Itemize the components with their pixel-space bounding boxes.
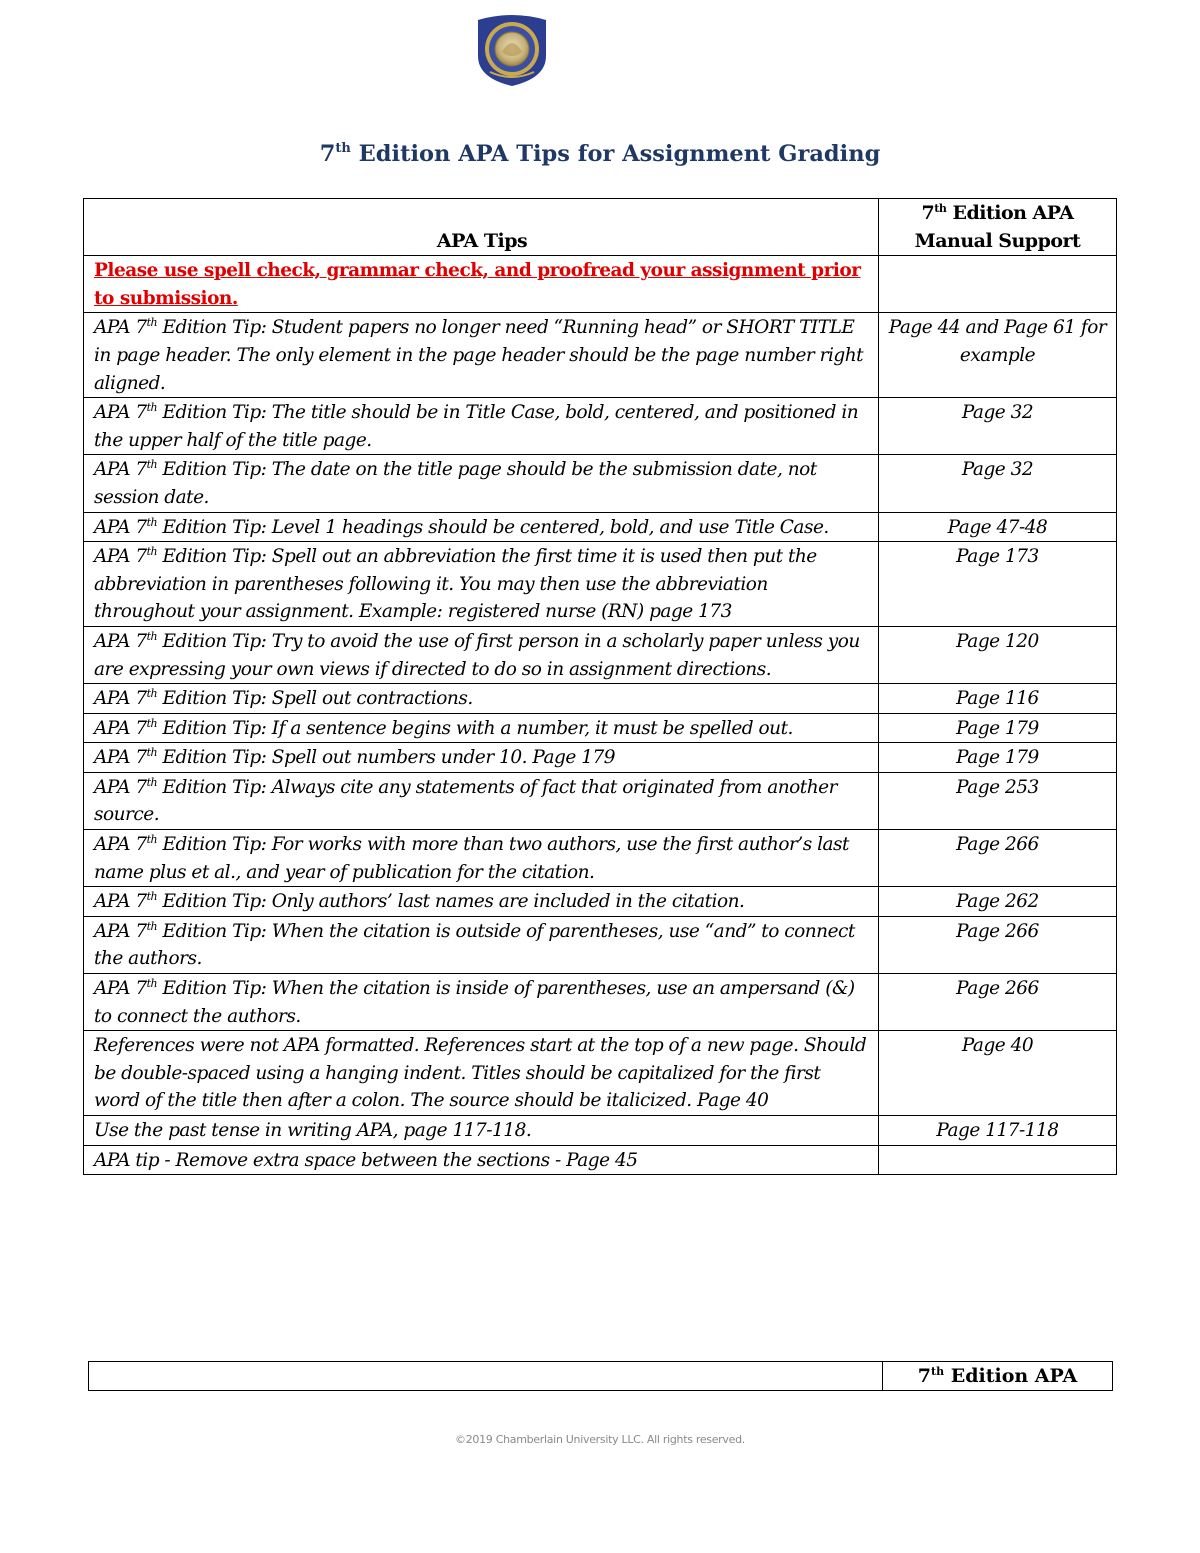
- tip-prefix: APA 7: [94, 516, 147, 538]
- tip-cell: [84, 830, 879, 887]
- page-cell: Page 44 and Page 61 for example: [879, 313, 1117, 398]
- warning-cell: [84, 256, 879, 313]
- tip-row: [84, 887, 1117, 917]
- page-cell: [879, 1145, 1117, 1175]
- page-cell: Page 253: [879, 772, 1117, 829]
- tip-text: When the citation is inside of parentheses, use an ampersand (&) to connect the authors.: [94, 978, 855, 1027]
- tip-label: Edition Tip:: [157, 459, 272, 481]
- tip-row: [84, 743, 1117, 773]
- second-header-row: [89, 1362, 1113, 1391]
- tip-cell: [84, 684, 879, 714]
- tip-text: Try to avoid the use of first person in a scholarly paper unless you are expressing your own views if directed to do so in assignment directions.: [94, 630, 860, 680]
- tip-cell: [84, 626, 879, 683]
- tip-label: Edition Tip:: [157, 546, 272, 568]
- tip-prefix: APA 7: [94, 920, 147, 942]
- tip-text: Only authors’ last names are included in the citation.: [271, 891, 745, 913]
- tip-text: Spell out an abbreviation the first time it is used then put the abbreviation in parentheses following it. You may then use the abbreviation throughout your assignment. Example: registered nurse (RN) page 173: [94, 546, 817, 623]
- tip-cell: APA tip - Remove extra space between the sections - Page 45: [84, 1145, 879, 1175]
- spacing-row: [84, 1145, 1117, 1175]
- warning-text: Please use spell check, grammar check, and proofread your assignment prior to submission.: [94, 260, 861, 309]
- tip-text: Level 1 headings should be centered, bold, and use Title Case.: [271, 516, 829, 538]
- page-cell: Page 262: [879, 887, 1117, 917]
- tip-text: Always cite any statements of fact that originated from another source.: [94, 776, 837, 826]
- tip-label: Edition Tip:: [157, 834, 272, 856]
- tip-cell: [84, 455, 879, 512]
- past-tense-row: [84, 1116, 1117, 1146]
- tip-sup: th: [146, 545, 158, 559]
- tip-cell: [84, 713, 879, 743]
- tip-prefix: APA 7: [94, 688, 147, 710]
- tip-cell: [84, 916, 879, 973]
- tip-sup: th: [146, 890, 158, 904]
- tip-row: [84, 974, 1117, 1031]
- tip-text: When the citation is outside of parentheses, use “and” to connect the authors.: [94, 920, 855, 970]
- page-cell: Page 32: [879, 455, 1117, 512]
- tip-row: [84, 626, 1117, 683]
- tip-prefix: APA 7: [94, 717, 147, 739]
- tip-text: The title should be in Title Case, bold, centered, and positioned in the upper half of the title page.: [94, 402, 859, 451]
- tip-sup: th: [146, 458, 158, 472]
- tip-cell: [84, 887, 879, 917]
- page-cell: Page 116: [879, 684, 1117, 714]
- tip-label: Edition Tip:: [157, 402, 272, 424]
- tip-row: [84, 772, 1117, 829]
- tip-sup: th: [146, 833, 158, 847]
- tip-row: [84, 830, 1117, 887]
- tip-cell: [84, 772, 879, 829]
- warning-page-cell: [879, 256, 1117, 313]
- tip-prefix: APA 7: [94, 402, 147, 424]
- tip-prefix: APA 7: [94, 630, 147, 652]
- tip-label: Edition Tip:: [157, 891, 272, 913]
- tip-prefix: APA 7: [94, 317, 147, 339]
- tip-sup: th: [146, 687, 158, 701]
- tip-sup: th: [146, 977, 158, 991]
- tip-label: Edition Tip:: [157, 317, 272, 339]
- tip-row: [84, 398, 1117, 455]
- tip-sup: th: [146, 316, 158, 330]
- page-cell: Page 173: [879, 542, 1117, 627]
- tip-label: Edition Tip:: [157, 630, 272, 652]
- tip-text: For works with more than two authors, use the first author’s last name plus et al., and year of publication for the citation.: [94, 834, 849, 883]
- tip-label: Edition Tip:: [157, 516, 272, 538]
- tip-prefix: APA 7: [94, 546, 147, 568]
- tip-sup: th: [146, 716, 158, 730]
- tip-row: [84, 313, 1117, 398]
- header-apa-tips: APA Tips: [84, 199, 879, 256]
- tip-row: [84, 684, 1117, 714]
- tip-cell: [84, 398, 879, 455]
- tip-prefix: APA 7: [94, 459, 147, 481]
- tip-sup: th: [146, 515, 158, 529]
- tip-label: Edition Tip:: [157, 747, 272, 769]
- document-title: 7th Edition APA Tips for Assignment Grading: [319, 141, 881, 167]
- tip-row: [84, 542, 1117, 627]
- tip-label: Edition Tip:: [157, 978, 272, 1000]
- tip-cell: [84, 743, 879, 773]
- references-row: [84, 1031, 1117, 1116]
- apa-tips-table: [83, 198, 1117, 1175]
- tip-text: Spell out numbers under 10. Page 179: [271, 747, 615, 769]
- tip-text: The date on the title page should be the submission date, not session date.: [94, 459, 817, 508]
- tip-label: Edition Tip:: [157, 717, 272, 739]
- page-cell: Page 117-118: [879, 1116, 1117, 1146]
- tip-row: [84, 713, 1117, 743]
- second-table: [88, 1361, 1113, 1391]
- tip-label: Edition Tip:: [157, 688, 272, 710]
- page-cell: Page 120: [879, 626, 1117, 683]
- tip-prefix: APA 7: [94, 747, 147, 769]
- page-cell: Page 179: [879, 743, 1117, 773]
- tip-prefix: APA 7: [94, 891, 147, 913]
- page-cell: Page 266: [879, 974, 1117, 1031]
- page-cell: Page 266: [879, 830, 1117, 887]
- tip-text: If a sentence begins with a number, it must be spelled out.: [271, 717, 793, 739]
- tip-sup: th: [146, 746, 158, 760]
- page-cell: Page 179: [879, 713, 1117, 743]
- copyright-footer: ©2019 Chamberlain University LLC. All rights reserved.: [455, 1433, 745, 1446]
- tip-cell: [84, 542, 879, 627]
- tip-text: Spell out contractions.: [271, 688, 473, 710]
- header-row: [84, 199, 1117, 256]
- tip-text: Student papers no longer need “Running head” or SHORT TITLE in page header. The only element in the page header should be the page number right aligned.: [94, 317, 864, 394]
- page-cell: Page 32: [879, 398, 1117, 455]
- tip-row: [84, 512, 1117, 542]
- page-cell: Page 40: [879, 1031, 1117, 1116]
- tip-cell: [84, 512, 879, 542]
- tip-prefix: APA 7: [94, 776, 147, 798]
- tip-sup: th: [146, 919, 158, 933]
- tip-sup: th: [146, 775, 158, 789]
- header-manual-support: 7th Edition APA Manual Support: [879, 199, 1117, 256]
- tip-prefix: APA 7: [94, 834, 147, 856]
- tip-label: Edition Tip:: [157, 776, 272, 798]
- tip-cell: [84, 974, 879, 1031]
- university-seal-icon: [472, 12, 552, 88]
- page-cell: Page 47-48: [879, 512, 1117, 542]
- tip-sup: th: [146, 401, 158, 415]
- tip-cell: [84, 313, 879, 398]
- tip-cell: Use the past tense in writing APA, page 117-118.: [84, 1116, 879, 1146]
- tip-label: Edition Tip:: [157, 920, 272, 942]
- tip-row: [84, 916, 1117, 973]
- tip-row: [84, 455, 1117, 512]
- warning-row: [84, 256, 1117, 313]
- tip-prefix: APA 7: [94, 978, 147, 1000]
- second-header-cell: 7th Edition APA: [883, 1362, 1113, 1391]
- page-cell: Page 266: [879, 916, 1117, 973]
- second-empty-cell: [89, 1362, 883, 1391]
- tip-sup: th: [146, 629, 158, 643]
- tip-cell: References were not APA formatted. References start at the top of a new page. Should be double-spaced using a hanging indent. Titles should be capitalized for the first word of the title then after a colon. The source should be italicized. Page 40: [84, 1031, 879, 1116]
